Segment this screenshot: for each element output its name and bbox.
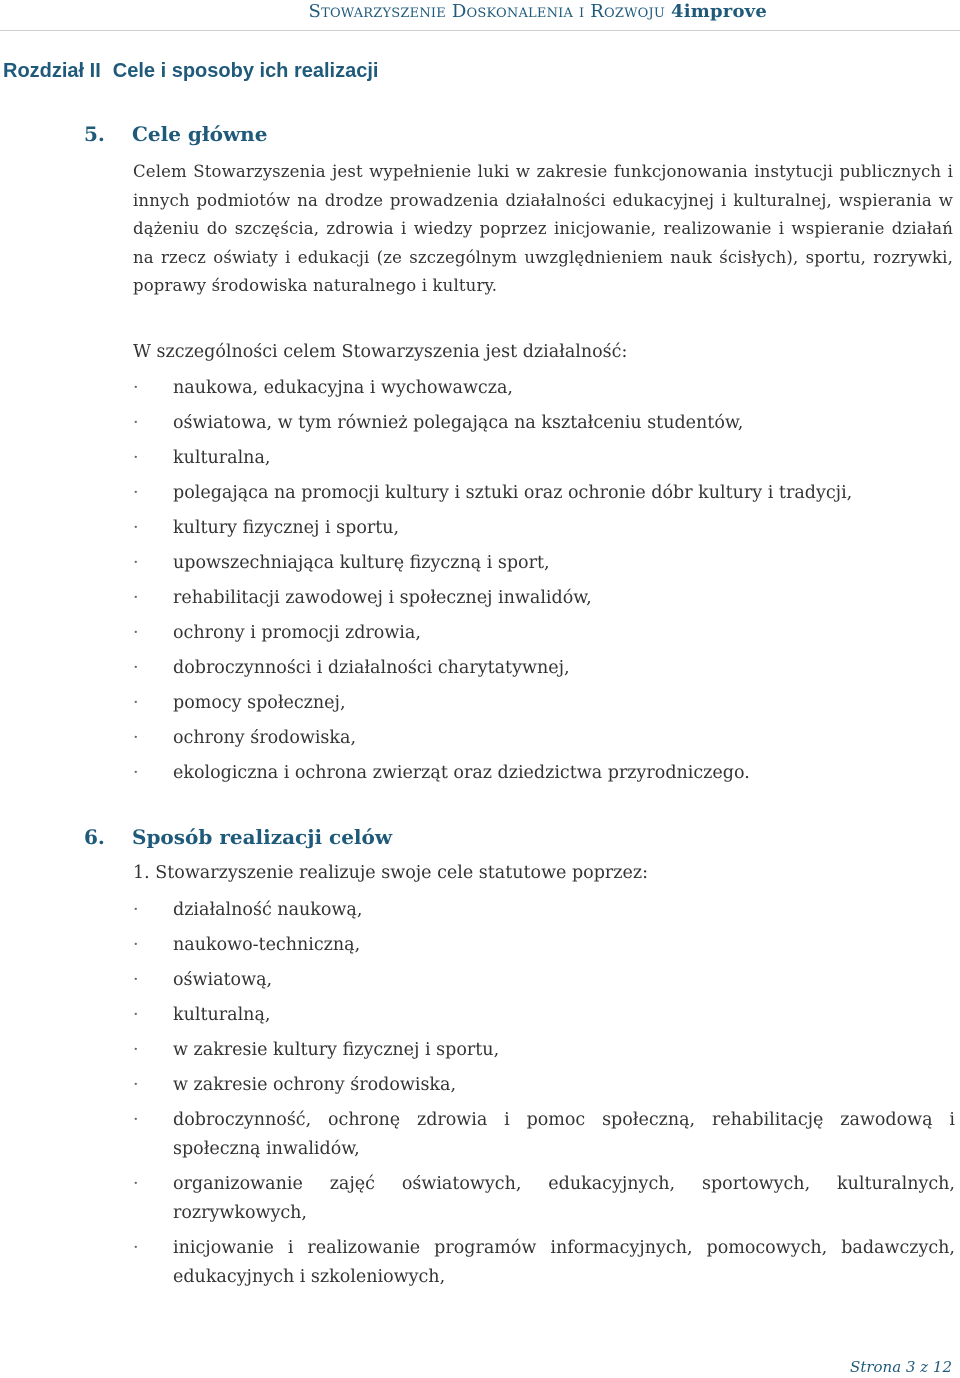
bullet-marker: ·	[133, 935, 139, 955]
list-item	[133, 931, 955, 960]
section-6-heading	[84, 825, 392, 849]
list-item-text: kulturalna,	[173, 448, 271, 468]
list-item	[133, 759, 955, 788]
list-item-text: ekologiczna i ochrona zwierząt oraz dziedzictwa przyrodniczego.	[173, 763, 750, 783]
page-number: Strona 3 z 12	[850, 1358, 952, 1376]
list-item	[133, 654, 955, 683]
header-title	[309, 1, 767, 22]
bullet-marker: ·	[133, 693, 139, 713]
list-item	[133, 1036, 955, 1065]
bullet-marker: ·	[133, 900, 139, 920]
bullet-marker: ·	[133, 413, 139, 433]
section-6-number: 6.	[84, 825, 105, 849]
chapter-title: Cele i sposoby ich realizacji	[112, 60, 379, 82]
bullet-marker: ·	[133, 1238, 139, 1258]
list-item	[133, 619, 955, 648]
chapter-heading	[3, 60, 378, 83]
bullet-marker: ·	[133, 763, 139, 783]
list-item-text: rehabilitacji zawodowej i społecznej inwalidów,	[173, 588, 592, 608]
list-item-text: inicjowanie i realizowanie programów informacyjnych, pomocowych, badawczych, edukacyjnych i szkoleniowych,	[173, 1238, 955, 1287]
list-item	[133, 584, 955, 613]
list-item-text: pomocy społecznej,	[173, 693, 346, 713]
list-item-text: naukowa, edukacyjna i wychowawcza,	[173, 378, 513, 398]
bullet-marker: ·	[133, 1040, 139, 1060]
list-item-text: dobroczynność, ochronę zdrowia i pomoc społeczną, rehabilitację zawodową i społeczną inwalidów,	[173, 1110, 955, 1159]
section-5-list	[133, 374, 955, 794]
bullet-marker: ·	[133, 448, 139, 468]
list-item-text: ochrony środowiska,	[173, 728, 357, 748]
bullet-marker: ·	[133, 378, 139, 398]
chapter-label: Rozdział II	[3, 60, 101, 82]
list-item	[133, 896, 955, 925]
list-item	[133, 549, 955, 578]
list-item	[133, 1001, 955, 1030]
list-item-text: naukowo-techniczną,	[173, 935, 361, 955]
header-org-name: Stowarzyszenie Doskonalenia i Rozwoju	[308, 1, 666, 22]
list-item	[133, 409, 955, 438]
section-5-paragraph: Celem Stowarzyszenia jest wypełnienie luki w zakresie funkcjonowania instytucji publicznych i innych podmiotów na drodze prowadzenia działalności edukacyjnej i kulturalnej, wspierania w dążeniu do szczęścia, zdrowia i wiedzy poprzez inicjowanie, realizowanie i wspieranie działań na rzecz oświaty i edukacji (ze szczególnym uwzględnieniem nauk ścisłych), sportu, rozrywki, poprawy środowiska naturalnego i kultury.	[133, 162, 953, 295]
list-item	[133, 724, 955, 753]
list-item	[133, 1106, 955, 1164]
section-6-lead: 1. Stowarzyszenie realizuje swoje cele statutowe poprzez:	[133, 863, 648, 883]
list-item-text: ochrony i promocji zdrowia,	[173, 623, 421, 643]
list-item-text: oświatową,	[173, 970, 273, 990]
bullet-marker: ·	[133, 658, 139, 678]
list-item	[133, 1071, 955, 1100]
list-item	[133, 689, 955, 718]
list-item-text: organizowanie zajęć oświatowych, edukacyjnych, sportowych, kulturalnych, rozrywkowych,	[173, 1174, 955, 1223]
list-item-text: kultury fizycznej i sportu,	[173, 518, 400, 538]
bullet-marker: ·	[133, 1075, 139, 1095]
section-5-title: Cele główne	[132, 122, 268, 146]
section-5-number: 5.	[84, 122, 105, 146]
bullet-marker: ·	[133, 518, 139, 538]
bullet-marker: ·	[133, 553, 139, 573]
list-item-text: dobroczynności i działalności charytatywnej,	[173, 658, 570, 678]
list-item	[133, 1170, 955, 1228]
bullet-marker: ·	[133, 623, 139, 643]
list-item	[133, 479, 955, 508]
list-item-text: działalność naukową,	[173, 900, 363, 920]
list-item-text: w zakresie ochrony środowiska,	[173, 1075, 457, 1095]
list-item-text: upowszechniająca kulturę fizyczną i sport,	[173, 553, 550, 573]
section-5-heading	[84, 122, 267, 146]
list-item-text: w zakresie kultury fizycznej i sportu,	[173, 1040, 500, 1060]
bullet-marker: ·	[133, 1110, 139, 1130]
bullet-marker: ·	[133, 483, 139, 503]
bullet-marker: ·	[133, 728, 139, 748]
list-item	[133, 966, 955, 995]
section-6-list	[133, 896, 955, 1298]
list-item-text: kulturalną,	[173, 1005, 271, 1025]
bullet-marker: ·	[133, 588, 139, 608]
list-item	[133, 514, 955, 543]
section-6-title: Sposób realizacji celów	[132, 825, 393, 849]
page-header	[0, 0, 960, 31]
header-brand: 4improve	[671, 1, 767, 22]
bullet-marker: ·	[133, 970, 139, 990]
bullet-marker: ·	[133, 1174, 139, 1194]
list-item	[133, 374, 955, 403]
section-5-lead: W szczególności celem Stowarzyszenia jest działalność:	[133, 342, 628, 362]
list-item-text: oświatowa, w tym również polegająca na kształceniu studentów,	[173, 413, 744, 433]
bullet-marker: ·	[133, 1005, 139, 1025]
list-item-text: polegająca na promocji kultury i sztuki oraz ochronie dóbr kultury i tradycji,	[173, 483, 853, 503]
list-item	[133, 1234, 955, 1292]
list-item	[133, 444, 955, 473]
